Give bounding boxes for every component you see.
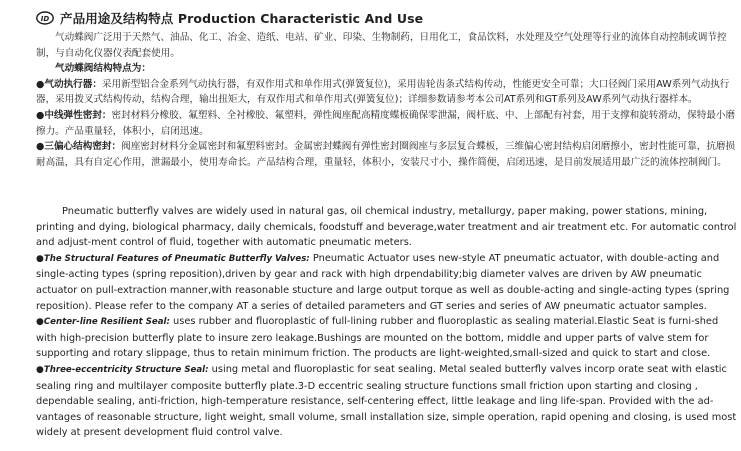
brand-logo-icon [36, 11, 54, 25]
cn-eccentric-label: ●三偏心结构密封： [36, 141, 122, 153]
bullet-icon: ● [36, 317, 44, 328]
chinese-description [36, 30, 736, 170]
en-eccentric-label: Three-eccentricity Structure Seal: [43, 364, 209, 375]
cn-intro: 气动蝶阀广泛用于天然气、油品、化工、冶金、造纸、电站、矿业、印染、生物制药，日用化工，食品饮料，水处理及空气处理等行业的流体自动控制或调节控制，与自动化仪器仪表配套使用。 [36, 32, 727, 59]
en-centerline-label: Center-line Resilient Seal: [43, 317, 170, 328]
svg-text:ID: ID [40, 15, 50, 23]
en-structure-paragraph [36, 251, 738, 314]
en-eccentric-paragraph [36, 362, 738, 441]
en-structure-label: The Structural Features of Pneumatic Butterfly Valves: [43, 253, 310, 264]
title-chinese: 产品用途及结构特点 [60, 11, 174, 26]
cn-eccentric-text: 阀座密封材料分金属密封和氟塑料密封。金属密封蝶阀有弹性密封圈阀座与多层复合蝶板，三维偏心密封结构启闭磨擦小，密封性能可靠，抗磨损耐高温，具有自定心作用，泄漏最小，使用寿命长。产品结构合理，重量轻，体积小，安装尺寸小，操作简便，启闭迅速，是目前发展适用最广泛的流体控制阀门。 [36, 141, 736, 168]
cn-centerline-paragraph [36, 108, 736, 139]
en-intro: Pneumatic butterfly valves are widely used in natural gas, oil chemical industry, metallurgy, paper making, power stations, mining, printing and dying, biological pharmacy, daily chemicals, foodstuff and beverage,water treatment and air treatment etc. For automatic control and adjust-ment control of fluid, together with automatic pneumatic meters. [36, 206, 737, 249]
cn-subtitle: 气动蝶阀结构特点为： [55, 63, 151, 75]
en-centerline-paragraph [36, 314, 738, 362]
cn-actuator-label: ●气动执行器： [36, 78, 102, 90]
cn-centerline-label: ●中线弹性密封： [36, 109, 112, 121]
cn-actuator-text: 采用新型铝合金系列气动执行器，有双作用式和单作用式(弹簧复位)，采用齿轮齿条式结构传动，性能更安全可靠；大口径阀门采用AW系列气动执行器，采用拨叉式结构传动，结构合理，输出扭矩大，有双作用式和单作用式(弹簧复位)；详细参数请参考本公司AT系列和GT系列及AW系列气动执行器样本。 [36, 78, 730, 106]
en-eccentric-text: using metal and fluoroplastic for seat sealing. Metal sealed butterfly valves incorp orate seat with elastic sealing ring and multilayer composite butterfly plate.3-D eccentric sealing structure functions small friction upon starting and closing , dependable sealing, anti-friction, high-temperature resistance, self-centering effect, little leakage and ling life-span. Provided with the ad-vantages of reasonable structure, light weight, small volume, small installation size, simple operation, rapid opening and closing, is used most widely at present development fluid control valve. [36, 363, 737, 439]
english-description [36, 204, 738, 441]
cn-centerline-text: 密封材料分橡胶、氟塑料、全衬橡胶、氟塑料，弹性阀座配高精度蝶板确保零泄漏，阀杆底、中、上部配有衬套，用于支撑和旋转滑动，保特最小磨擦力。产品重量轻，体积小，启闭迅速。 [36, 109, 736, 137]
cn-eccentric-paragraph [36, 139, 736, 170]
cn-actuator-paragraph [36, 77, 736, 108]
en-centerline-text: uses rubber and fluoroplastic of full-lining rubber and fluoroplastic as sealing material.Elastic Seat is furni-shed with high-precision butterfly plate to insure zero leakage.Bushings are mounted on the bottom, middle and upper parts of valve stem for supporting and rotary slippage, thus to retain minimum friction. The products are light-weighted,small-sized and quick to start and close. [36, 316, 719, 360]
section-header [36, 8, 423, 28]
bullet-icon: ● [36, 364, 44, 375]
en-structure-text: Pneumatic Actuator uses new-style AT pneumatic actuator, with double-acting and single-acting types (spring reposition),driven by gear and rack with high drpendability;big diameter valves are driven by AW pneumatic actuator on pull-extraction manner,with reasonable stucture and large output torque as well as double-acting and single-acting types (spring reposition). Please refer to the company AT a series of detailed parameters and GT series and series of AW pneumatic actuator samples. [36, 252, 730, 312]
title-english: Production Characteristic And Use [177, 11, 424, 26]
section-title [60, 9, 423, 27]
bullet-icon: ● [36, 253, 44, 264]
